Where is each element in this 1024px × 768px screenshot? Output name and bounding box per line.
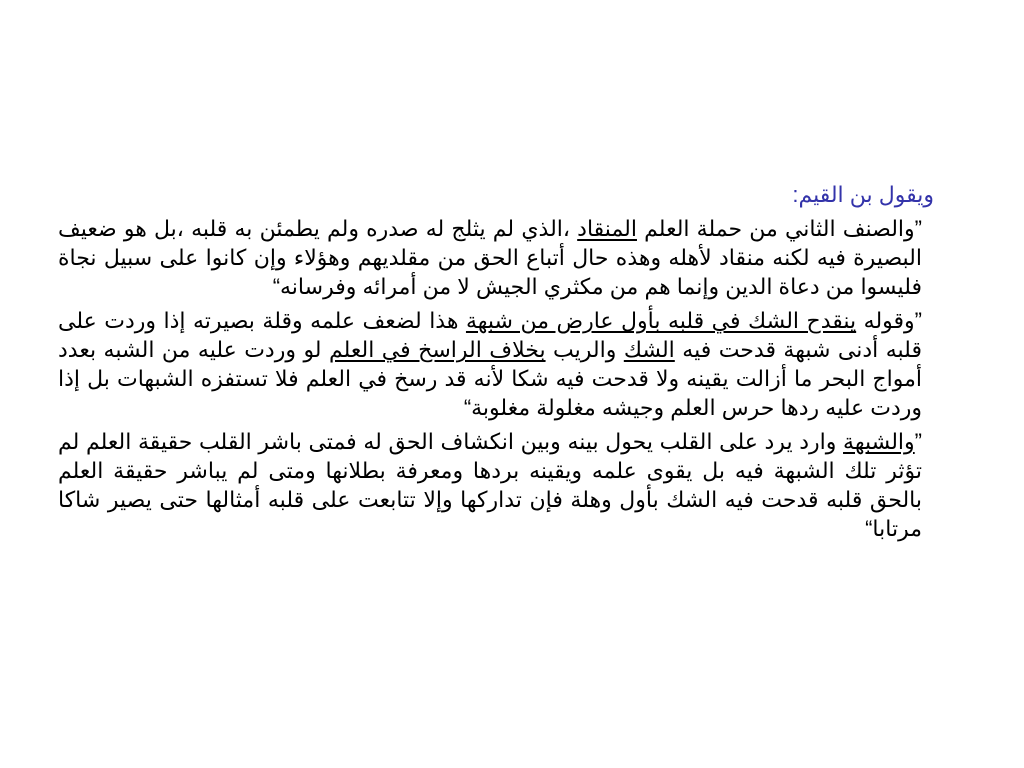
- underlined-text-run: بخلاف الراسخ في العلم: [328, 337, 546, 362]
- slide-content: [58, 178, 936, 548]
- text-run: ،الذي لم يثلج له صدره ولم يطمئن به قلبه ،بل هو ضعيف البصيرة فيه لكنه منقاد لأهله وهذه حال أتباع الحق من مقلديهم وهؤلاء وإن كانوا على سبيل نجاة فليسوا من دعاة الدين وإنما هم من مكثري الجيش لا من أمرائه وفرسانه“: [58, 216, 922, 299]
- underlined-text-run: المنقاد: [577, 216, 637, 241]
- quote-paragraph-1: [58, 214, 936, 301]
- underlined-text-run: الشك: [623, 337, 675, 362]
- text-run: هذا لضعف علمه وقلة بصيرته إذا وردت على قلبه أدنى شبهة قدحت فيه: [58, 308, 922, 362]
- quote-paragraph-3: [58, 427, 936, 543]
- quote-paragraph-2: [58, 306, 936, 422]
- text-run: والريب: [545, 337, 624, 362]
- text-run: لو وردت عليه من الشبه بعدد أمواج البحر ما أزالت يقينه ولا قدحت فيه شكا لأنه قد رسخ في العلم فلا تستفزه الشبهات بل إذا وردت عليه ردها حرس العلم وجيشه مغلولة مغلوبة“: [58, 337, 922, 420]
- text-run: ”: [914, 429, 922, 454]
- text-run: ”وقوله: [856, 308, 922, 333]
- underlined-text-run: والشبهة: [843, 429, 915, 454]
- text-run: وارد يرد على القلب يحول بينه وبين انكشاف الحق له فمتى باشر القلب حقيقة العلم لم تؤثر تلك الشبهة فيه بل يقوى علمه ويقينه بردها ومعرفة بطلانها ومتى لم يباشر حقيقة العلم بالحق قلبه قدحت فيه الشك بأول وهلة فإن تداركها وإلا تتابعت على قلبه أمثالها حتى يصير شاكا مرتابا“: [58, 429, 922, 541]
- underlined-text-run: ينقدح الشك في قلبه بأول عارض من شبهة: [465, 308, 857, 333]
- slide-heading: ويقول بن القيم:: [792, 182, 934, 207]
- text-run: ”والصنف الثاني من حملة العلم: [636, 216, 922, 241]
